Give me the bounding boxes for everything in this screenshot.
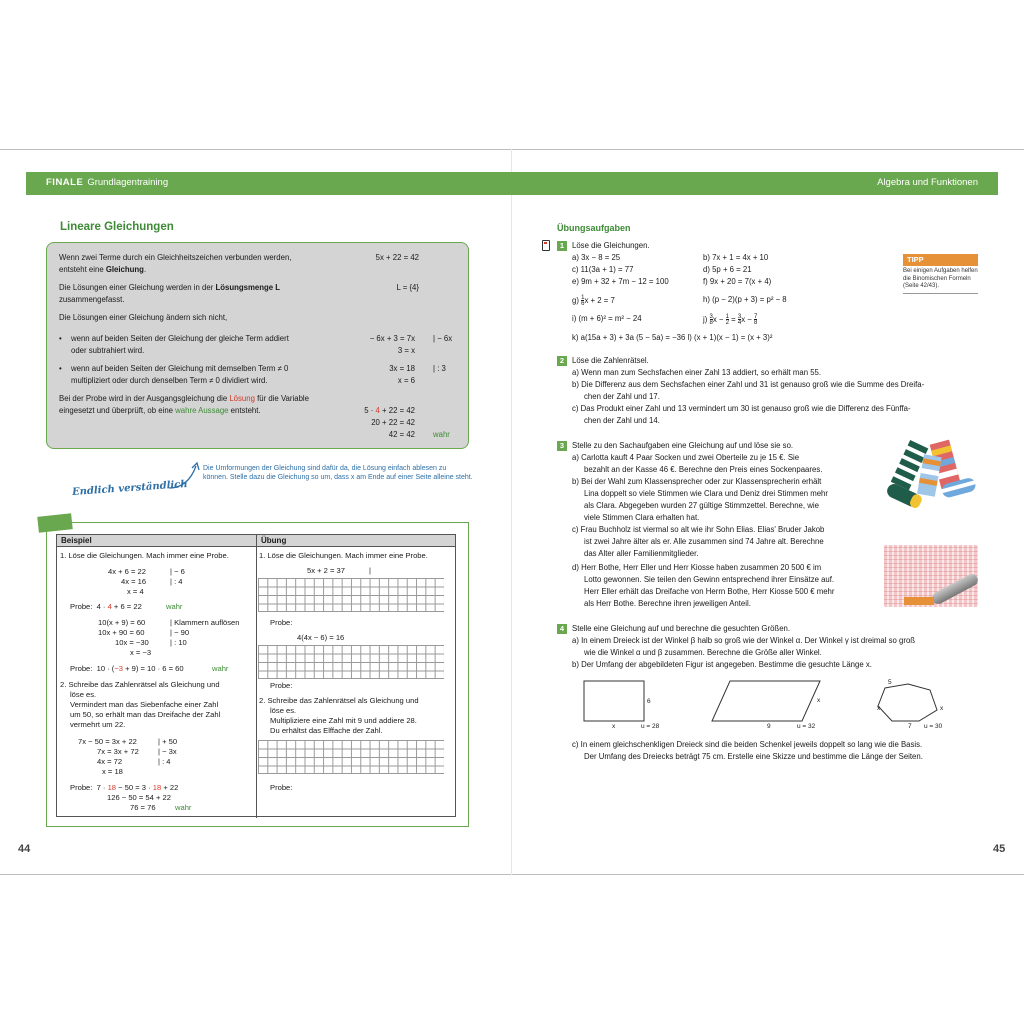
uebung-task1: 1. Löse die Gleichungen. Mach immer eine Probe. <box>259 551 428 560</box>
page-number-right: 45 <box>993 843 1006 855</box>
box-wahr: wahr <box>433 430 450 439</box>
header-brand: FINALE <box>46 177 84 189</box>
task3-item: a) Carlotta kauft 4 Paar Socken und zwei Oberteile zu je 15 €. Sie <box>572 453 800 462</box>
header-bar <box>26 172 998 195</box>
tipp-body: Bei einigen Aufgaben helfen die Binomischen Formeln (Seite 42/43). <box>903 266 978 294</box>
task2-title: Löse die Zahlenrätsel. <box>572 356 649 365</box>
beispiel-probe1: Probe: 4 · 4 + 6 = 22 <box>70 602 142 611</box>
beispiel-wahr: wahr <box>166 602 183 611</box>
box-p2b: zusammengefasst. <box>59 295 125 304</box>
beispiel-task2: vermehrt um 22. <box>70 720 126 729</box>
beispiel-probe3-line: 76 = 76 <box>130 803 156 812</box>
beispiel-line: 10(x + 9) = 60 <box>98 618 146 627</box>
fig2-bottom-label: 9 <box>767 723 771 730</box>
task3-item: Herr Eller erhält das Dreifache von Herrn Bothe, Herr Kiosse 500 € mehr <box>584 587 835 596</box>
task1-item-g: g) 1 6x + 2 = 7 <box>572 295 615 307</box>
task4-item: a) In einem Dreieck ist der Winkel β halb so groß wie der Winkel α. Der Winkel γ ist dreimal so groß <box>572 636 916 645</box>
bullet-dot: • <box>59 364 62 373</box>
fig1-bottom-label: x <box>612 723 616 730</box>
fig2-side-label: x <box>817 697 821 704</box>
fig3-right-label: x <box>940 705 944 712</box>
box-b2-op: | : 3 <box>433 364 446 373</box>
answer-grid[interactable] <box>258 740 444 774</box>
beispiel-line: 4x = 72 <box>97 757 123 766</box>
header-right-title: Algebra und Funktionen <box>877 177 978 189</box>
task1-item: i) (m + 6)² = m² − 24 <box>572 314 642 323</box>
beispiel-op: | : 4 <box>158 757 171 766</box>
uebung-task2: Multipliziere eine Zahl mit 9 und addiere 28. <box>270 716 417 725</box>
curved-arrow-icon <box>166 458 206 492</box>
box-probe1: 5 · 4 + 22 = 42 <box>364 406 415 415</box>
box-eq1: 5x + 22 = 42 <box>375 253 419 262</box>
beispiel-op: | : 4 <box>170 577 183 586</box>
calculator-icon <box>542 240 550 251</box>
fig3-left-label: x <box>877 705 881 712</box>
task3-item: das Alter aller Familienmitglieder. <box>584 549 699 558</box>
task2-item: chen der Zahl und 17. <box>584 392 660 401</box>
tipp-heading: TIPP <box>903 254 978 266</box>
task-number-3: 3 <box>557 441 567 451</box>
task-number-4: 4 <box>557 624 567 634</box>
uebung-task2: Du erhältst das Elffache der Zahl. <box>270 726 383 735</box>
task4-item: b) Der Umfang der abgebildeten Figur ist angegeben. Bestimme die gesuchte Länge x. <box>572 660 872 669</box>
task2-item: chen der Zahl und 14. <box>584 416 660 425</box>
page-number-left: 44 <box>18 843 31 855</box>
uebung-probe: Probe: <box>270 618 293 627</box>
task3-item: viele Stimmen Clara erhalten hat. <box>584 513 700 522</box>
endlich-note: Die Umformungen der Gleichung sind dafür da, die Lösung einfach ablesen zu können. Stelle dazu die Gleichung so um, dass x am Ende auf einer Seite alleine steht. <box>203 465 473 482</box>
fig3-bottom-label: 7 <box>908 723 912 730</box>
task1-item: d) 5p + 6 = 21 <box>703 265 752 274</box>
task2-item: b) Die Differenz aus dem Sechsfachen einer Zahl und 31 ist genauso groß wie die Summe des Dreifa- <box>572 380 925 389</box>
answer-grid[interactable] <box>258 578 444 612</box>
box-p4: Bei der Probe wird in der Ausgangsgleichung die Lösung für die Variable <box>59 394 309 403</box>
beispiel-probe3: Probe: 7 · 18 − 50 = 3 · 18 + 22 <box>70 783 179 792</box>
beispiel-wahr: wahr <box>175 803 192 812</box>
box-b2-eq1: 3x = 18 <box>389 364 415 373</box>
uebung-probe: Probe: <box>270 681 293 690</box>
fig3-top-label: 5 <box>888 679 892 686</box>
beispiel-line: 4x + 6 = 22 <box>108 567 146 576</box>
task1-item: k) a(15a + 3) + 3a (5 − 5a) = −36 l) (x + 1)(x − 1) = (x + 3)² <box>572 333 773 342</box>
box-b1-eq1: − 6x + 3 = 7x <box>369 334 415 343</box>
task3-title: Stelle zu den Sachaufgaben eine Gleichung auf und löse sie so. <box>572 441 794 450</box>
task1-title: Löse die Gleichungen. <box>572 241 650 250</box>
lotto-ticket-image <box>884 545 978 607</box>
beispiel-probe3-line: 126 − 50 = 54 + 22 <box>107 793 171 802</box>
beispiel-task2: Vermindert man das Siebenfache einer Zahl <box>70 700 219 709</box>
beispiel-task1: 1. Löse die Gleichungen. Mach immer eine Probe. <box>60 551 229 560</box>
beispiel-line: x = 4 <box>127 587 144 596</box>
box-p2: Die Lösungen einer Gleichung werden in der Lösungsmenge L <box>59 283 281 292</box>
fig2-perimeter: u = 32 <box>797 723 816 730</box>
task3-item: Lotto gewonnen. Sie teilen den Gewinn entsprechend ihrer Einsätze auf. <box>584 575 835 584</box>
page-gutter <box>511 149 512 875</box>
box-p1b: entsteht eine Gleichung. <box>59 265 147 274</box>
task3-item: Lina doppelt so viele Stimmen wie Clara und Deniz drei Stimmen mehr <box>584 489 828 498</box>
box-b2-eq2: x = 6 <box>397 376 415 385</box>
table-divider <box>256 535 257 818</box>
fig1-side-label: 6 <box>647 698 651 705</box>
box-b2b: multipliziert oder durch denselben Term ≠ 0 dividiert wird. <box>71 376 268 385</box>
task1-item: a) 3x − 8 = 25 <box>572 253 621 262</box>
uebung-eq2: 4(4x − 6) = 16 <box>297 633 345 642</box>
task1-item: e) 9m + 32 + 7m − 12 = 100 <box>572 277 669 286</box>
box-b2a: wenn auf beiden Seiten der Gleichung mit demselben Term ≠ 0 <box>71 364 289 373</box>
beispiel-op: | + 50 <box>158 737 178 746</box>
box-p4b: eingesetzt und überprüft, ob eine wahre Aussage entsteht. <box>59 406 261 415</box>
uebung-probe: Probe: <box>270 783 293 792</box>
task1-item: f) 9x + 20 = 7(x + 4) <box>703 277 772 286</box>
task1-item: b) 7x + 1 = 4x + 10 <box>703 253 769 262</box>
tipp-box <box>903 254 978 294</box>
lotto-label <box>904 597 934 605</box>
fig1-perimeter: u = 28 <box>641 723 660 730</box>
uebung-eq1: 5x + 2 = 37 <box>307 566 345 575</box>
task2-item: a) Wenn man zum Sechsfachen einer Zahl 13 addiert, so erhält man 55. <box>572 368 822 377</box>
task3-item: d) Herr Bothe, Herr Eller und Herr Kiosse haben zusammen 20 500 € im <box>572 563 822 572</box>
task3-item: c) Frau Buchholz ist viermal so alt wie ihr Sohn Elias. Elias' Bruder Jakob <box>572 525 825 534</box>
socks-image <box>882 438 978 510</box>
fig3-perimeter: u = 30 <box>924 723 943 730</box>
beispiel-op: | : 10 <box>170 638 187 647</box>
header-left <box>46 177 168 189</box>
box-b1a: wenn auf beiden Seiten der Gleichung der gleiche Term addiert <box>71 334 289 343</box>
task3-item: b) Bei der Wahl zum Klassensprecher oder zur Klassensprecherin erhält <box>572 477 822 486</box>
geometry-figures <box>580 676 980 736</box>
beispiel-line: x = −3 <box>130 648 152 657</box>
beispiel-task2: 2. Schreibe das Zahlenrätsel als Gleichung und <box>60 680 220 689</box>
task2-item: c) Das Produkt einer Zahl und 13 vermindert um 30 ist genauso groß wie die Differenz des Fünffa- <box>572 404 911 413</box>
box-probe3: 42 = 42 <box>388 430 415 439</box>
pen-icon <box>930 572 978 606</box>
task1-item-j: j) 3 8x − 1 2 = 3 4x − 7 8 <box>703 314 758 326</box>
beispiel-line: 7x − 50 = 3x + 22 <box>78 737 137 746</box>
task-number-2: 2 <box>557 356 567 366</box>
task1-item: c) 11(3a + 1) = 77 <box>572 265 634 274</box>
task-number-1: 1 <box>557 241 567 251</box>
beispiel-op: | − 90 <box>170 628 190 637</box>
beispiel-op: | − 3x <box>158 747 177 756</box>
answer-grid[interactable] <box>258 645 444 679</box>
task3-item: ist zwei Jahre älter als er. Alle zusammen sind 74 Jahre alt. Berechne <box>584 537 824 546</box>
task4-item: c) In einem gleichschenkligen Dreieck sind die beiden Schenkel jeweils doppelt so lang wie die Basis. <box>572 740 923 749</box>
bullet-dot: • <box>59 334 62 343</box>
definition-box <box>46 242 469 449</box>
task4-item: Der Umfang des Dreiecks beträgt 75 cm. Erstelle eine Skizze und bestimme die Länge der Seiten. <box>584 752 923 761</box>
beispiel-line: 10x = −30 <box>115 638 149 647</box>
task3-item: als Herr Bothe. Berechne ihren jeweiligen Anteil. <box>584 599 751 608</box>
beispiel-line: 10x + 90 = 60 <box>98 628 145 637</box>
beispiel-task2: um 50, so erhält man das Dreifache der Zahl <box>70 710 221 719</box>
beispiel-line: x = 18 <box>102 767 123 776</box>
table-head-uebung: Übung <box>256 535 455 547</box>
box-p3: Die Lösungen einer Gleichung ändern sich nicht, <box>59 313 228 322</box>
table-head-beispiel: Beispiel <box>57 535 256 547</box>
box-b1b: oder subtrahiert wird. <box>71 346 145 355</box>
task4-title: Stelle eine Gleichung auf und berechne die gesuchten Größen. <box>572 624 791 633</box>
task4-item: wie die Winkel α und β zusammen. Berechne die Größe aller Winkel. <box>584 648 822 657</box>
beispiel-op: | − 6 <box>170 567 185 576</box>
section-title-right: Übungsaufgaben <box>557 223 631 233</box>
task3-item: als Clara. Abgegeben wurden 27 gültige Stimmzettel. Berechne, wie <box>584 501 819 510</box>
uebung-bar: | <box>369 566 371 575</box>
endlich-heading: Endlich verständlich <box>71 478 188 499</box>
task1-item: h) (p − 2)(p + 3) = p² − 8 <box>703 295 787 304</box>
section-title-left: Lineare Gleichungen <box>60 221 174 233</box>
task3-item: bezahlt an der Kasse 46 €. Berechne den Preis eines Sockenpaares. <box>584 465 823 474</box>
uebung-task2: 2. Schreibe das Zahlenrätsel als Gleichung und <box>259 696 419 705</box>
beispiel-line: 4x = 16 <box>121 577 147 586</box>
box-b1-eq2: 3 = x <box>397 346 415 355</box>
box-eq2: L = {4} <box>396 283 419 292</box>
beispiel-probe2: Probe: 10 · (−3 + 9) = 10 · 6 = 60 <box>70 664 184 673</box>
beispiel-op: | Klammern auflösen <box>170 618 240 627</box>
beispiel-line: 7x = 3x + 72 <box>97 747 139 756</box>
box-b1-op: | − 6x <box>433 334 453 343</box>
header-left-title: Grundlagentraining <box>87 177 169 189</box>
uebung-task2: löse es. <box>270 706 297 715</box>
beispiel-task2: löse es. <box>70 690 97 699</box>
box-probe2: 20 + 22 = 42 <box>371 418 415 427</box>
box-p1: Wenn zwei Terme durch ein Gleichheitszeichen verbunden werden, <box>59 253 292 262</box>
beispiel-wahr: wahr <box>212 664 229 673</box>
